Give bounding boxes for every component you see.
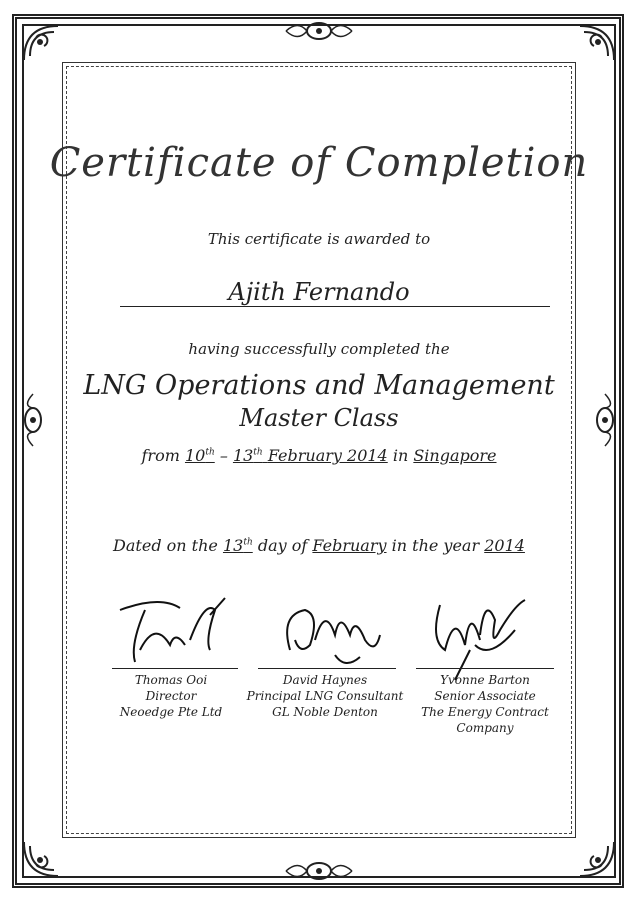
- signatory-org: GL Noble Denton: [272, 705, 378, 719]
- course-title-line1: LNG Operations and Management: [83, 370, 555, 401]
- course-title-line2: Master Class: [239, 404, 399, 432]
- signatory-block-2: [240, 672, 410, 720]
- signatory-org: Neoedge Pte Ltd: [119, 705, 223, 719]
- corner-ornament-top-left: [20, 22, 62, 64]
- end-date: 13th February 2014: [232, 446, 388, 465]
- location: Singapore: [413, 446, 497, 465]
- awarded-to-text: This certificate is awarded to: [207, 230, 431, 248]
- course-dates-line: [0, 446, 638, 465]
- signatory-title: Director: [145, 689, 197, 703]
- from-word: from: [141, 446, 180, 465]
- signatory-block-3: [410, 672, 560, 736]
- signatory-name: David Haynes: [282, 673, 368, 687]
- signatory-name: Yvonne Barton: [440, 673, 530, 687]
- having-completed-text: having successfully completed the: [188, 340, 450, 358]
- dated-year: 2014: [484, 536, 525, 555]
- top-center-ornament: [284, 18, 354, 44]
- signature-line-3: [416, 668, 554, 669]
- signature-line-2: [258, 668, 396, 669]
- signature-thomas-ooi: [110, 590, 240, 670]
- corner-ornament-bottom-right: [576, 838, 618, 880]
- signatory-org-line2: Company: [456, 721, 514, 735]
- date-dash: –: [219, 446, 228, 465]
- corner-ornament-bottom-left: [20, 838, 62, 880]
- dated-line: Dated on the 13th day of February in the year 2014: [113, 536, 525, 555]
- bottom-center-ornament: [284, 858, 354, 884]
- signatory-title: Principal LNG Consultant: [246, 689, 404, 703]
- signatory-name: Thomas Ooi: [134, 673, 208, 687]
- signatory-title: Senior Associate: [434, 689, 536, 703]
- signature-yvonne-barton: [420, 590, 530, 685]
- start-date: 10th: [184, 446, 215, 465]
- signatory-org: The Energy Contract: [421, 705, 549, 719]
- certificate-title: Certificate of Completion: [49, 140, 589, 186]
- signature-david-haynes: [275, 595, 385, 675]
- signature-line-1: [112, 668, 238, 669]
- recipient-underline: [120, 306, 550, 307]
- in-word: in: [392, 446, 409, 465]
- signatory-block-1: [96, 672, 246, 720]
- recipient-name: Ajith Fernando: [228, 278, 410, 306]
- corner-ornament-top-right: [576, 22, 618, 64]
- dated-month: February: [312, 536, 387, 555]
- dated-day: 13th: [222, 536, 253, 555]
